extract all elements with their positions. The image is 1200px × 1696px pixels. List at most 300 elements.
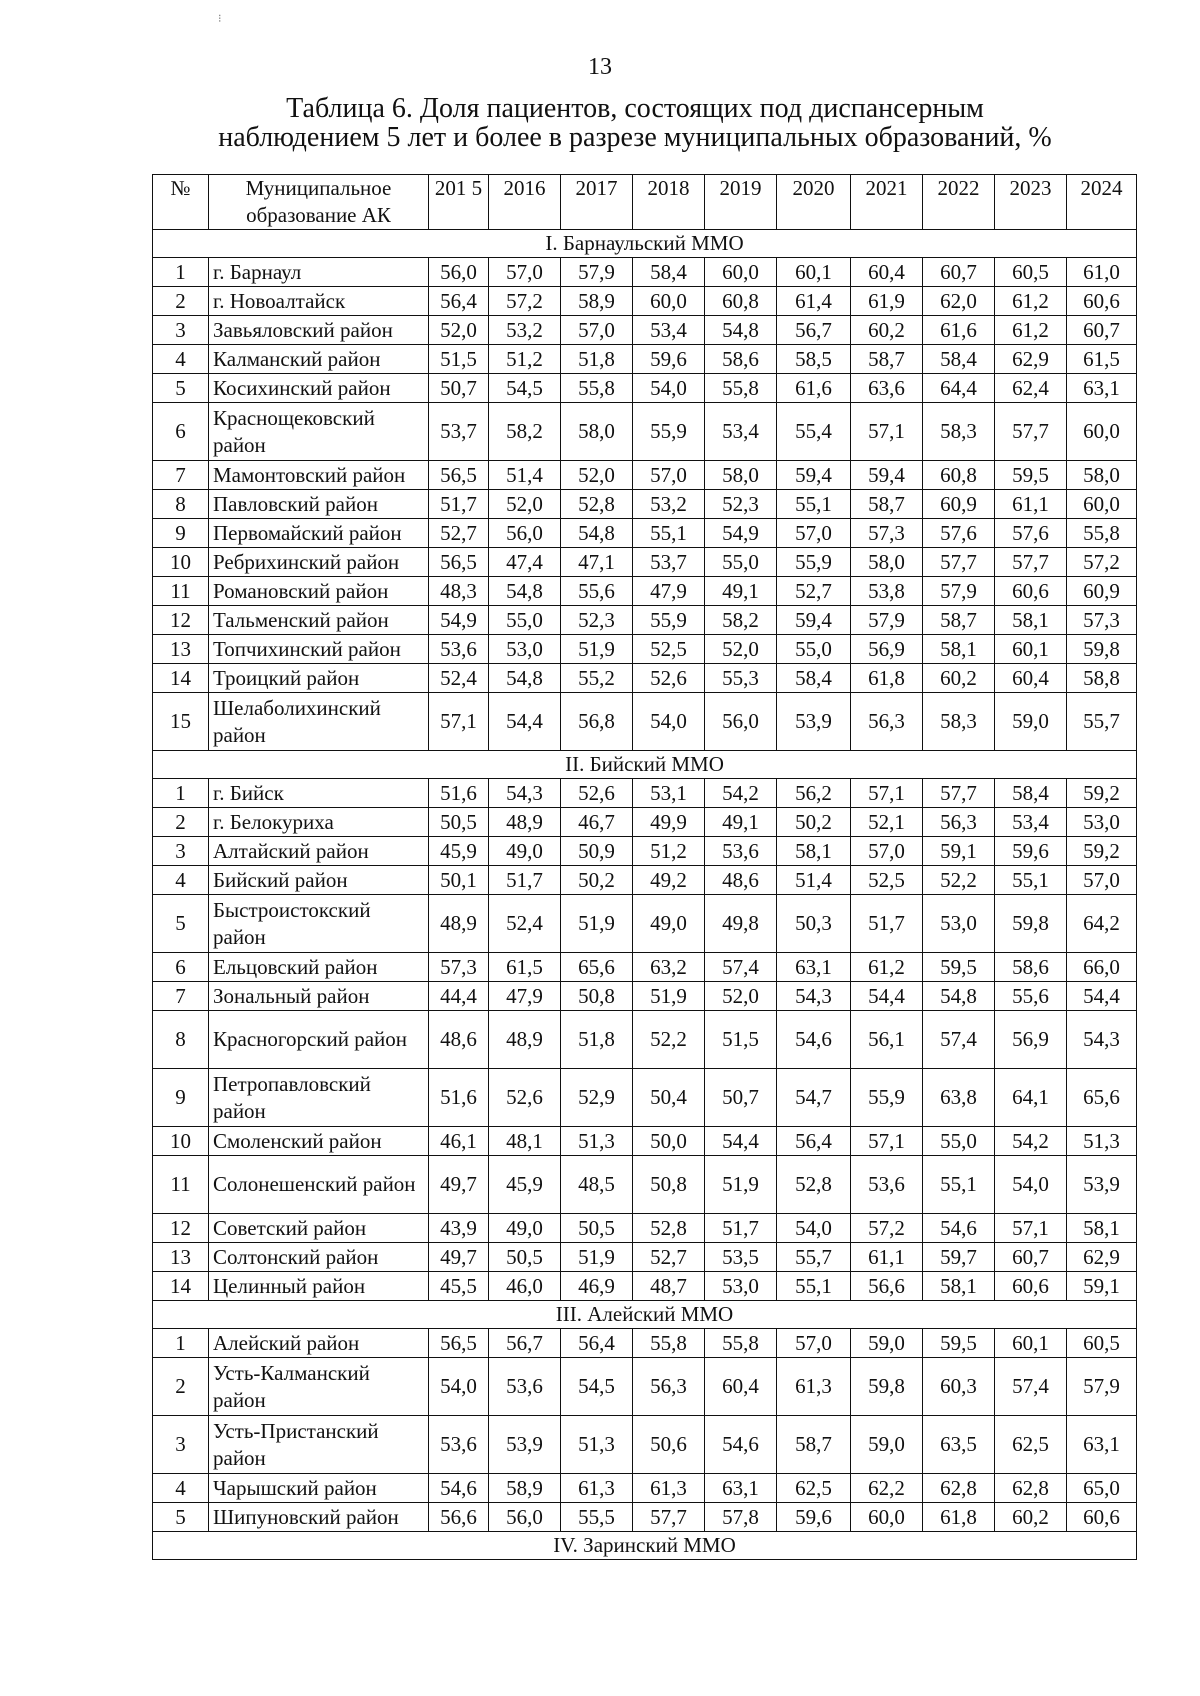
value-cell: 52,4: [429, 664, 489, 693]
row-number: 11: [153, 577, 209, 606]
municipality-name: Усть-Пристанский район: [209, 1416, 429, 1474]
value-cell: 49,1: [705, 808, 777, 837]
table-row: [153, 1272, 1137, 1301]
value-cell: 56,3: [851, 693, 923, 751]
value-cell: 56,5: [429, 548, 489, 577]
value-cell: 56,0: [705, 693, 777, 751]
value-cell: 54,8: [705, 316, 777, 345]
table-row: [153, 1011, 1137, 1069]
table-row: [153, 519, 1137, 548]
value-cell: 52,0: [561, 461, 633, 490]
header-year: 2019: [705, 175, 777, 230]
value-cell: 53,6: [429, 635, 489, 664]
municipality-name: Алтайский район: [209, 837, 429, 866]
value-cell: 53,9: [1067, 1156, 1137, 1214]
value-cell: 58,0: [851, 548, 923, 577]
value-cell: 50,4: [633, 1069, 705, 1127]
value-cell: 61,6: [923, 316, 995, 345]
value-cell: 56,8: [561, 693, 633, 751]
value-cell: 59,0: [851, 1416, 923, 1474]
value-cell: 57,7: [923, 548, 995, 577]
value-cell: 55,7: [1067, 693, 1137, 751]
row-number: 10: [153, 1127, 209, 1156]
value-cell: 54,8: [923, 982, 995, 1011]
value-cell: 55,0: [777, 635, 851, 664]
value-cell: 63,1: [705, 1474, 777, 1503]
value-cell: 56,4: [777, 1127, 851, 1156]
municipality-name: Шелаболихинский район: [209, 693, 429, 751]
table-row: [153, 1127, 1137, 1156]
value-cell: 57,1: [851, 779, 923, 808]
value-cell: 54,0: [995, 1156, 1067, 1214]
value-cell: 62,2: [851, 1474, 923, 1503]
value-cell: 50,2: [777, 808, 851, 837]
value-cell: 54,3: [1067, 1011, 1137, 1069]
value-cell: 59,6: [777, 1503, 851, 1532]
value-cell: 56,0: [489, 1503, 561, 1532]
municipality-name: Шипуновский район: [209, 1503, 429, 1532]
value-cell: 52,0: [429, 316, 489, 345]
value-cell: 54,5: [489, 374, 561, 403]
value-cell: 57,2: [851, 1214, 923, 1243]
value-cell: 63,2: [633, 953, 705, 982]
value-cell: 53,6: [851, 1156, 923, 1214]
row-number: 9: [153, 1069, 209, 1127]
value-cell: 57,0: [777, 1329, 851, 1358]
table-row: [153, 895, 1137, 953]
value-cell: 51,9: [561, 895, 633, 953]
value-cell: 54,8: [489, 664, 561, 693]
table-row: [153, 1214, 1137, 1243]
value-cell: 63,1: [777, 953, 851, 982]
value-cell: 51,8: [561, 345, 633, 374]
row-number: 8: [153, 490, 209, 519]
value-cell: 51,9: [705, 1156, 777, 1214]
value-cell: 55,1: [777, 490, 851, 519]
value-cell: 55,0: [489, 606, 561, 635]
value-cell: 52,8: [777, 1156, 851, 1214]
header-year: 2020: [777, 175, 851, 230]
row-number: 8: [153, 1011, 209, 1069]
value-cell: 63,1: [1067, 1416, 1137, 1474]
value-cell: 54,2: [705, 779, 777, 808]
value-cell: 55,8: [705, 1329, 777, 1358]
value-cell: 52,0: [705, 635, 777, 664]
value-cell: 65,6: [1067, 1069, 1137, 1127]
value-cell: 61,3: [633, 1474, 705, 1503]
value-cell: 56,4: [561, 1329, 633, 1358]
value-cell: 56,3: [923, 808, 995, 837]
value-cell: 53,0: [489, 635, 561, 664]
value-cell: 62,5: [777, 1474, 851, 1503]
value-cell: 48,5: [561, 1156, 633, 1214]
row-number: 3: [153, 316, 209, 345]
value-cell: 58,0: [1067, 461, 1137, 490]
value-cell: 55,1: [995, 866, 1067, 895]
value-cell: 60,0: [705, 258, 777, 287]
value-cell: 56,9: [851, 635, 923, 664]
value-cell: 58,6: [995, 953, 1067, 982]
value-cell: 51,2: [489, 345, 561, 374]
scan-artifact: ⁝: [218, 13, 222, 25]
data-table: [152, 174, 1137, 1560]
value-cell: 50,8: [633, 1156, 705, 1214]
municipality-name: Советский район: [209, 1214, 429, 1243]
value-cell: 50,2: [561, 866, 633, 895]
value-cell: 56,0: [489, 519, 561, 548]
value-cell: 52,7: [429, 519, 489, 548]
municipality-name: Солтонский район: [209, 1243, 429, 1272]
value-cell: 61,9: [851, 287, 923, 316]
value-cell: 58,3: [923, 693, 995, 751]
value-cell: 53,0: [1067, 808, 1137, 837]
value-cell: 57,9: [923, 577, 995, 606]
value-cell: 60,4: [705, 1358, 777, 1416]
value-cell: 55,0: [923, 1127, 995, 1156]
value-cell: 56,7: [489, 1329, 561, 1358]
value-cell: 56,5: [429, 461, 489, 490]
value-cell: 61,5: [1067, 345, 1137, 374]
value-cell: 56,7: [777, 316, 851, 345]
table-row: [153, 490, 1137, 519]
value-cell: 45,9: [429, 837, 489, 866]
value-cell: 55,8: [633, 1329, 705, 1358]
section-title: III. Алейский ММО: [153, 1301, 1137, 1329]
value-cell: 56,3: [633, 1358, 705, 1416]
value-cell: 56,0: [429, 258, 489, 287]
header-year: 2017: [561, 175, 633, 230]
value-cell: 50,1: [429, 866, 489, 895]
value-cell: 61,2: [851, 953, 923, 982]
value-cell: 51,7: [489, 866, 561, 895]
value-cell: 48,6: [429, 1011, 489, 1069]
value-cell: 55,4: [777, 403, 851, 461]
row-number: 2: [153, 1358, 209, 1416]
value-cell: 60,6: [995, 577, 1067, 606]
value-cell: 52,5: [851, 866, 923, 895]
municipality-name: г. Бийск: [209, 779, 429, 808]
value-cell: 50,5: [489, 1243, 561, 1272]
value-cell: 58,7: [851, 490, 923, 519]
municipality-name: Усть-Калманский район: [209, 1358, 429, 1416]
value-cell: 53,0: [705, 1272, 777, 1301]
value-cell: 61,8: [923, 1503, 995, 1532]
table-row: [153, 316, 1137, 345]
value-cell: 56,4: [429, 287, 489, 316]
row-number: 14: [153, 1272, 209, 1301]
value-cell: 59,1: [1067, 1272, 1137, 1301]
value-cell: 52,4: [489, 895, 561, 953]
value-cell: 51,7: [705, 1214, 777, 1243]
value-cell: 47,4: [489, 548, 561, 577]
value-cell: 54,9: [429, 606, 489, 635]
table-body: [153, 230, 1137, 1560]
header-year: 2021: [851, 175, 923, 230]
value-cell: 59,1: [923, 837, 995, 866]
table-row: [153, 258, 1137, 287]
header-row: [153, 175, 1137, 230]
value-cell: 59,0: [995, 693, 1067, 751]
municipality-name: Калманский район: [209, 345, 429, 374]
value-cell: 50,9: [561, 837, 633, 866]
value-cell: 60,7: [995, 1243, 1067, 1272]
table-row: [153, 345, 1137, 374]
value-cell: 55,2: [561, 664, 633, 693]
value-cell: 49,0: [489, 1214, 561, 1243]
table-row: [153, 287, 1137, 316]
section-title: IV. Заринский ММО: [153, 1532, 1137, 1560]
value-cell: 58,1: [995, 606, 1067, 635]
municipality-name: Бийский район: [209, 866, 429, 895]
value-cell: 58,4: [777, 664, 851, 693]
value-cell: 60,8: [923, 461, 995, 490]
row-number: 5: [153, 895, 209, 953]
municipality-name: Первомайский район: [209, 519, 429, 548]
value-cell: 60,1: [777, 258, 851, 287]
value-cell: 52,5: [633, 635, 705, 664]
value-cell: 60,7: [1067, 316, 1137, 345]
value-cell: 48,3: [429, 577, 489, 606]
value-cell: 57,7: [923, 779, 995, 808]
value-cell: 59,4: [777, 461, 851, 490]
value-cell: 59,4: [851, 461, 923, 490]
value-cell: 49,8: [705, 895, 777, 953]
value-cell: 60,8: [705, 287, 777, 316]
table-row: [153, 1243, 1137, 1272]
value-cell: 51,8: [561, 1011, 633, 1069]
value-cell: 54,3: [777, 982, 851, 1011]
value-cell: 50,8: [561, 982, 633, 1011]
table-row: [153, 606, 1137, 635]
value-cell: 46,0: [489, 1272, 561, 1301]
value-cell: 57,4: [705, 953, 777, 982]
header-year: 2023: [995, 175, 1067, 230]
value-cell: 50,5: [561, 1214, 633, 1243]
value-cell: 48,7: [633, 1272, 705, 1301]
value-cell: 54,0: [633, 374, 705, 403]
header-year: 2024: [1067, 175, 1137, 230]
value-cell: 46,1: [429, 1127, 489, 1156]
value-cell: 48,1: [489, 1127, 561, 1156]
value-cell: 59,8: [995, 895, 1067, 953]
value-cell: 53,6: [489, 1358, 561, 1416]
value-cell: 59,6: [633, 345, 705, 374]
value-cell: 57,2: [1067, 548, 1137, 577]
value-cell: 61,1: [995, 490, 1067, 519]
value-cell: 57,4: [923, 1011, 995, 1069]
value-cell: 57,0: [561, 316, 633, 345]
header-year: 2018: [633, 175, 705, 230]
value-cell: 49,9: [633, 808, 705, 837]
row-number: 6: [153, 953, 209, 982]
value-cell: 63,5: [923, 1416, 995, 1474]
table-row: [153, 808, 1137, 837]
value-cell: 60,6: [1067, 287, 1137, 316]
value-cell: 53,0: [923, 895, 995, 953]
value-cell: 43,9: [429, 1214, 489, 1243]
table-row: [153, 548, 1137, 577]
value-cell: 57,2: [489, 287, 561, 316]
table-row: [153, 982, 1137, 1011]
value-cell: 51,7: [851, 895, 923, 953]
value-cell: 54,7: [777, 1069, 851, 1127]
value-cell: 54,4: [705, 1127, 777, 1156]
value-cell: 60,0: [633, 287, 705, 316]
value-cell: 55,9: [851, 1069, 923, 1127]
value-cell: 57,1: [429, 693, 489, 751]
value-cell: 52,2: [923, 866, 995, 895]
value-cell: 61,4: [777, 287, 851, 316]
row-number: 7: [153, 461, 209, 490]
value-cell: 55,0: [705, 548, 777, 577]
table-row: [153, 635, 1137, 664]
value-cell: 58,0: [705, 461, 777, 490]
value-cell: 45,5: [429, 1272, 489, 1301]
value-cell: 52,6: [633, 664, 705, 693]
value-cell: 52,3: [705, 490, 777, 519]
value-cell: 49,0: [633, 895, 705, 953]
value-cell: 48,9: [489, 1011, 561, 1069]
municipality-name: г. Новоалтайск: [209, 287, 429, 316]
value-cell: 52,7: [633, 1243, 705, 1272]
table-title: [150, 94, 1120, 152]
value-cell: 51,9: [561, 635, 633, 664]
table-row: [153, 1329, 1137, 1358]
table-row: [153, 577, 1137, 606]
table-row: [153, 837, 1137, 866]
row-number: 1: [153, 1329, 209, 1358]
value-cell: 48,9: [429, 895, 489, 953]
table-row: [153, 403, 1137, 461]
value-cell: 51,3: [561, 1416, 633, 1474]
table-row: [153, 461, 1137, 490]
value-cell: 57,9: [1067, 1358, 1137, 1416]
value-cell: 45,9: [489, 1156, 561, 1214]
municipality-name: Мамонтовский район: [209, 461, 429, 490]
value-cell: 49,7: [429, 1243, 489, 1272]
value-cell: 55,8: [705, 374, 777, 403]
value-cell: 47,9: [489, 982, 561, 1011]
row-number: 2: [153, 287, 209, 316]
header-num: №: [153, 175, 209, 230]
value-cell: 54,6: [923, 1214, 995, 1243]
title-line-2: наблюдением 5 лет и более в разрезе муниципальных образований, %: [218, 122, 1052, 153]
row-number: 3: [153, 1416, 209, 1474]
value-cell: 51,7: [429, 490, 489, 519]
value-cell: 55,8: [1067, 519, 1137, 548]
value-cell: 64,2: [1067, 895, 1137, 953]
value-cell: 63,6: [851, 374, 923, 403]
row-number: 1: [153, 779, 209, 808]
value-cell: 59,5: [995, 461, 1067, 490]
value-cell: 61,8: [851, 664, 923, 693]
table-row: [153, 1474, 1137, 1503]
value-cell: 59,2: [1067, 837, 1137, 866]
value-cell: 54,9: [705, 519, 777, 548]
value-cell: 62,9: [995, 345, 1067, 374]
value-cell: 51,6: [429, 779, 489, 808]
header-year: 2016: [489, 175, 561, 230]
value-cell: 60,4: [851, 258, 923, 287]
table-row: [153, 664, 1137, 693]
value-cell: 55,6: [561, 577, 633, 606]
value-cell: 49,2: [633, 866, 705, 895]
row-number: 5: [153, 374, 209, 403]
value-cell: 63,1: [1067, 374, 1137, 403]
value-cell: 63,8: [923, 1069, 995, 1127]
value-cell: 53,6: [705, 837, 777, 866]
value-cell: 62,4: [995, 374, 1067, 403]
header-year: 2022: [923, 175, 995, 230]
value-cell: 55,9: [633, 403, 705, 461]
value-cell: 55,8: [561, 374, 633, 403]
value-cell: 50,5: [429, 808, 489, 837]
value-cell: 57,7: [995, 548, 1067, 577]
value-cell: 59,7: [923, 1243, 995, 1272]
value-cell: 49,0: [489, 837, 561, 866]
value-cell: 59,5: [923, 953, 995, 982]
municipality-name: Солонешенский район: [209, 1156, 429, 1214]
value-cell: 62,9: [1067, 1243, 1137, 1272]
value-cell: 53,4: [995, 808, 1067, 837]
value-cell: 60,1: [995, 1329, 1067, 1358]
value-cell: 53,5: [705, 1243, 777, 1272]
row-number: 13: [153, 1243, 209, 1272]
row-number: 13: [153, 635, 209, 664]
value-cell: 53,8: [851, 577, 923, 606]
municipality-name: Краснощековский район: [209, 403, 429, 461]
value-cell: 54,0: [633, 693, 705, 751]
value-cell: 53,2: [633, 490, 705, 519]
row-number: 10: [153, 548, 209, 577]
value-cell: 54,0: [429, 1358, 489, 1416]
value-cell: 58,0: [561, 403, 633, 461]
value-cell: 59,8: [1067, 635, 1137, 664]
value-cell: 50,6: [633, 1416, 705, 1474]
value-cell: 52,2: [633, 1011, 705, 1069]
table-row: [153, 866, 1137, 895]
value-cell: 57,4: [995, 1358, 1067, 1416]
value-cell: 52,0: [489, 490, 561, 519]
value-cell: 58,8: [1067, 664, 1137, 693]
value-cell: 52,6: [489, 1069, 561, 1127]
value-cell: 58,7: [923, 606, 995, 635]
value-cell: 57,6: [995, 519, 1067, 548]
value-cell: 54,4: [851, 982, 923, 1011]
municipality-name: Смоленский район: [209, 1127, 429, 1156]
row-number: 15: [153, 693, 209, 751]
value-cell: 59,4: [777, 606, 851, 635]
value-cell: 64,1: [995, 1069, 1067, 1127]
value-cell: 52,1: [851, 808, 923, 837]
value-cell: 57,1: [851, 1127, 923, 1156]
section-header-row: [153, 1301, 1137, 1329]
value-cell: 58,4: [923, 345, 995, 374]
value-cell: 56,1: [851, 1011, 923, 1069]
municipality-name: Топчихинский район: [209, 635, 429, 664]
table-row: [153, 1358, 1137, 1416]
value-cell: 58,4: [995, 779, 1067, 808]
municipality-name: г. Белокуриха: [209, 808, 429, 837]
municipality-name: Петропавловский район: [209, 1069, 429, 1127]
value-cell: 54,8: [489, 577, 561, 606]
row-number: 4: [153, 345, 209, 374]
value-cell: 60,6: [1067, 1503, 1137, 1532]
value-cell: 52,8: [633, 1214, 705, 1243]
municipality-name: Павловский район: [209, 490, 429, 519]
table-row: [153, 1156, 1137, 1214]
value-cell: 60,5: [995, 258, 1067, 287]
